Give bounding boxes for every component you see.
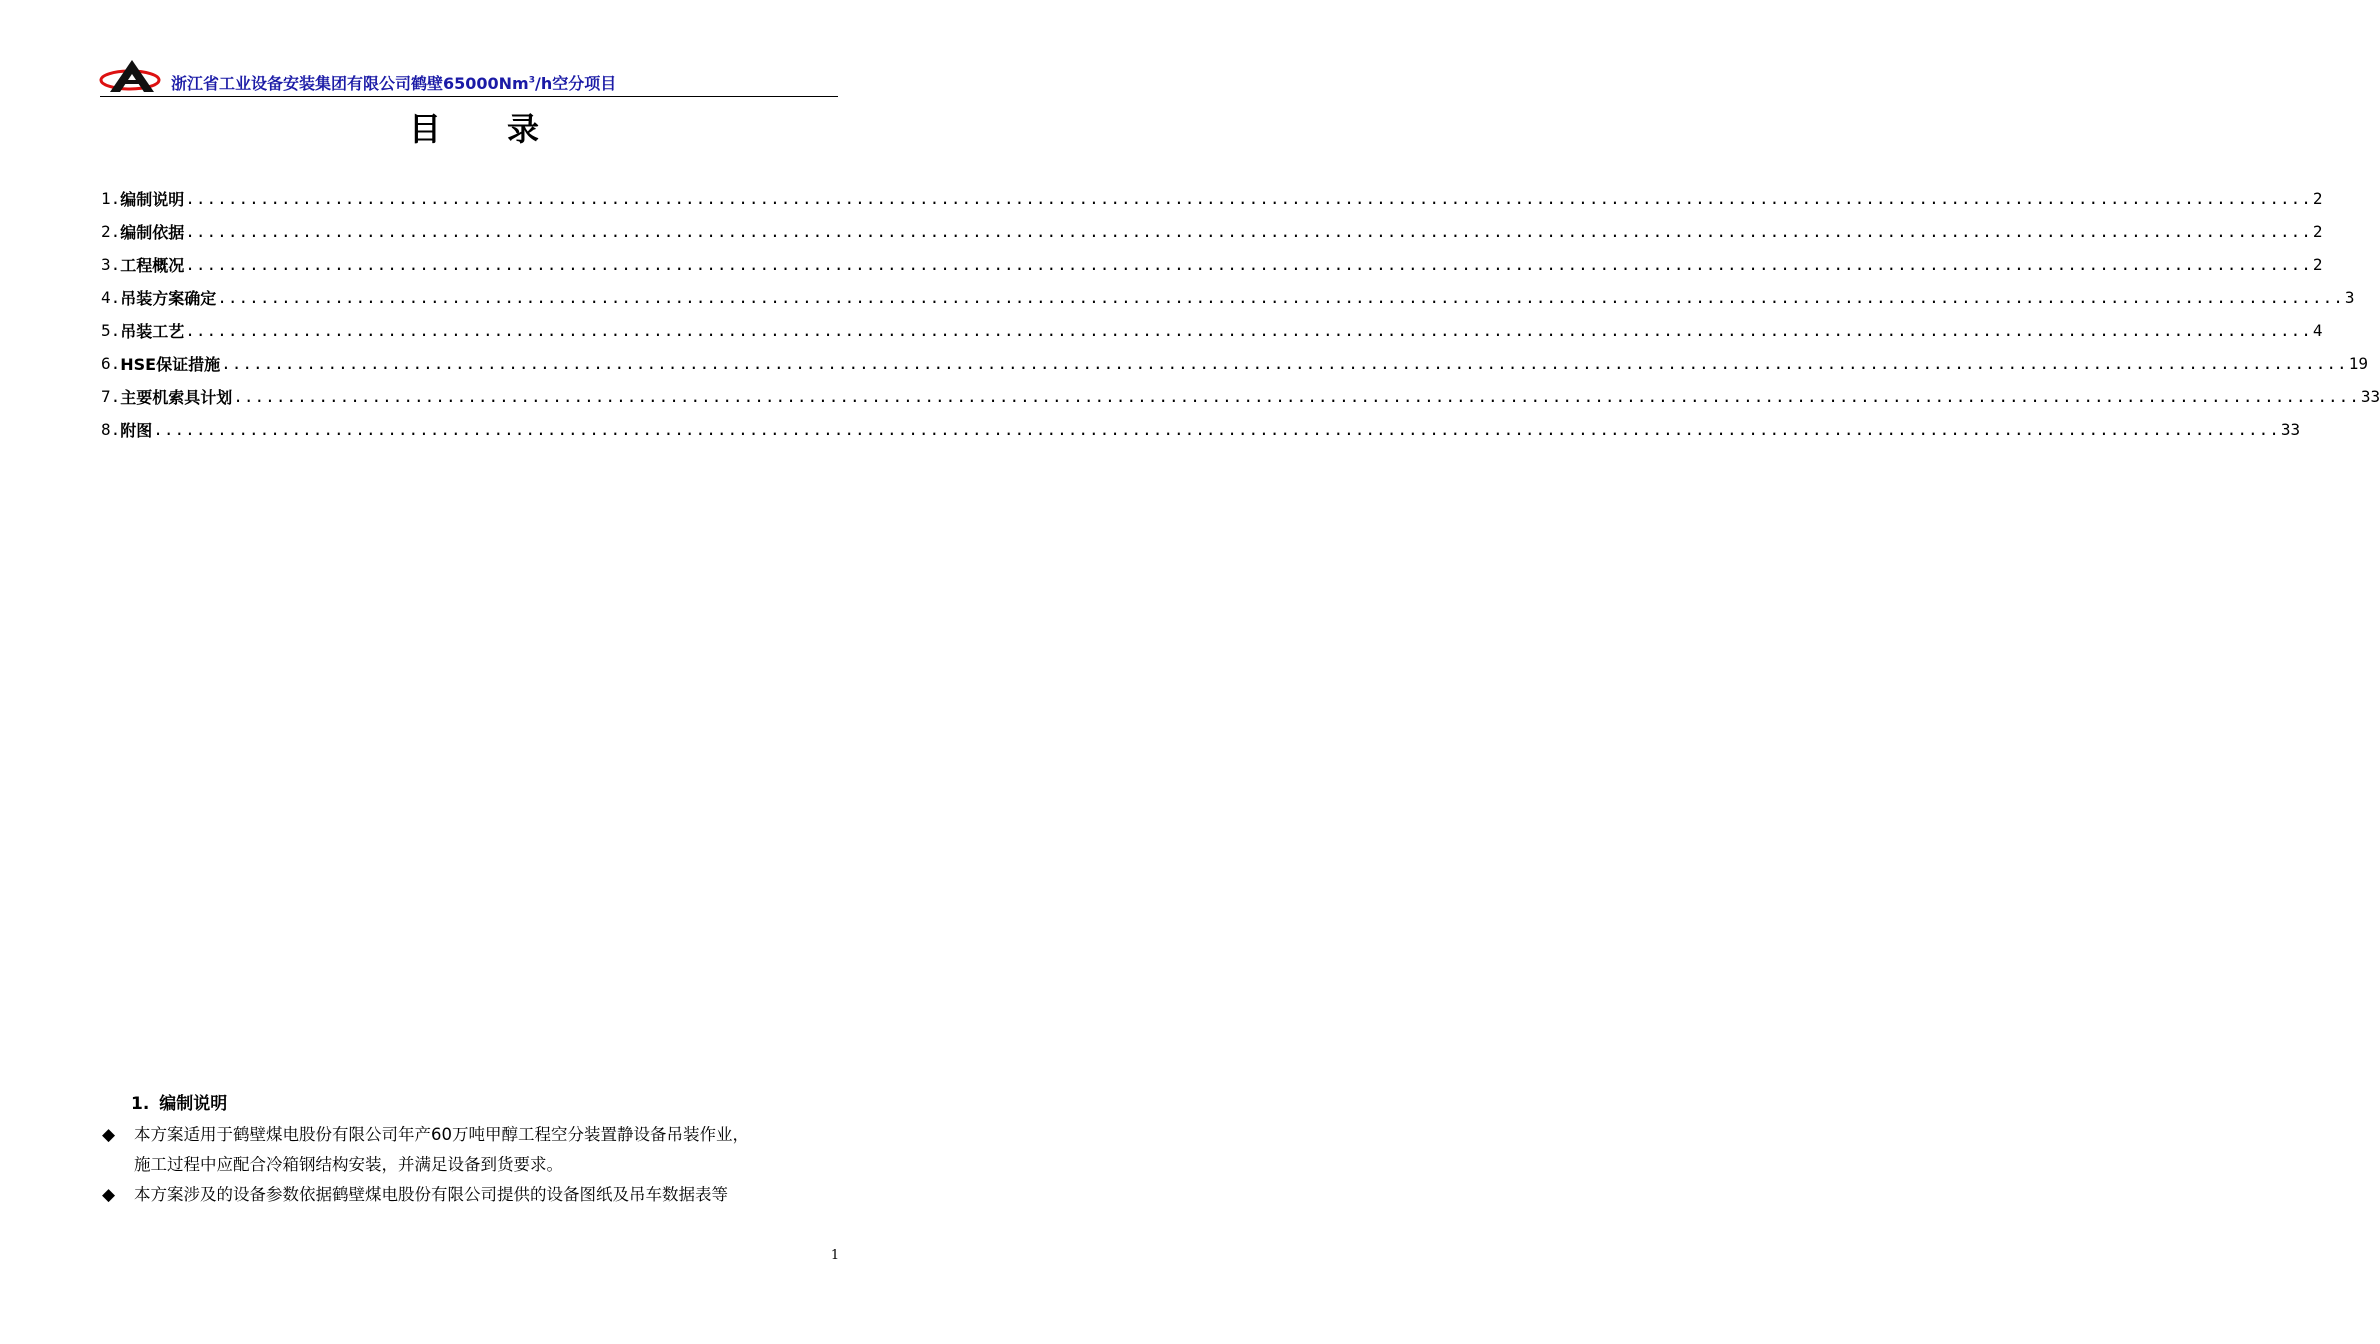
toc-entry-number: 5. [101,321,121,340]
toc-leader-dots: ........................................................................................................................................................................................................ [153,420,2280,439]
toc-entry-number: 2. [101,222,121,241]
table-of-contents [101,182,2380,446]
toc-entry-label: 吊装方案确定 [120,289,217,308]
toc-entry-label: 编制说明 [120,190,185,209]
diamond-bullet-icon: ◆ [102,1185,116,1205]
toc-leader-dots: ........................................................................................................................................................................................................ [221,354,2348,373]
toc-entry-page: 2 [2312,255,2323,274]
toc-entry-page: 33 [2360,387,2380,406]
bullet-item [100,1180,860,1210]
toc-entry[interactable] [101,380,2380,413]
toc-entry[interactable] [101,314,2323,347]
toc-leader-dots: ........................................................................................................................................................................................................ [185,255,2312,274]
toc-entry[interactable] [101,248,2323,281]
page-number: 1 [830,1248,840,1263]
toc-entry-number: 3. [101,255,121,274]
company-logo-triangle-icon [100,58,164,94]
toc-entry-page: 19 [2348,354,2368,373]
toc-entry-label: HSE保证措施 [120,355,221,374]
section-heading: 1. 编制说明 [131,1094,228,1114]
toc-entry-page: 3 [2344,288,2355,307]
toc-leader-dots: ........................................................................................................................................................................................................ [185,321,2312,340]
toc-entry[interactable] [101,182,2323,215]
bullet-item [100,1120,860,1180]
toc-entry-label: 工程概况 [120,256,185,275]
toc-leader-dots: ........................................................................................................................................................................................................ [233,387,2360,406]
toc-entry-number: 1. [101,189,121,208]
toc-entry[interactable] [101,347,2368,380]
bullet-text-line: 施工过程中应配合冷箱钢结构安装，并满足设备到货要求。 [134,1155,563,1174]
bullet-text-line: 本方案涉及的设备参数依据鹤壁煤电股份有限公司提供的设备图纸及吊车数据表等 [134,1185,728,1204]
diamond-bullet-icon: ◆ [102,1125,116,1145]
toc-entry-number: 7. [101,387,121,406]
toc-entry-label: 编制依据 [120,223,185,242]
section-body [100,1120,860,1210]
toc-leader-dots: ........................................................................................................................................................................................................ [217,288,2344,307]
toc-entry-page: 33 [2280,420,2301,439]
toc-entry-number: 8. [101,420,121,439]
toc-entry-label: 附图 [120,421,153,440]
toc-entry-label: 主要机索具计划 [120,388,233,407]
page-header [100,56,838,97]
bullet-text-line: 本方案适用于鹤壁煤电股份有限公司年产60万吨甲醇工程空分装置静设备吊装作业， [134,1125,749,1144]
toc-entry[interactable] [101,413,2301,446]
header-title: 浙江省工业设备安装集团有限公司鹤壁65000Nm$^3$/h空分项目 [171,74,617,93]
toc-entry[interactable] [101,281,2355,314]
toc-entry-page: 2 [2312,222,2323,241]
toc-entry-number: 6. [101,354,121,373]
toc-entry-label: 吊装工艺 [120,322,185,341]
toc-leader-dots: ........................................................................................................................................................................................................ [185,189,2312,208]
toc-heading: 目 录 [408,110,542,148]
toc-leader-dots: ........................................................................................................................................................................................................ [185,222,2312,241]
toc-entry-page: 4 [2312,321,2323,340]
toc-entry-page: 2 [2312,189,2323,208]
toc-entry[interactable] [101,215,2323,248]
toc-entry-number: 4. [101,288,121,307]
